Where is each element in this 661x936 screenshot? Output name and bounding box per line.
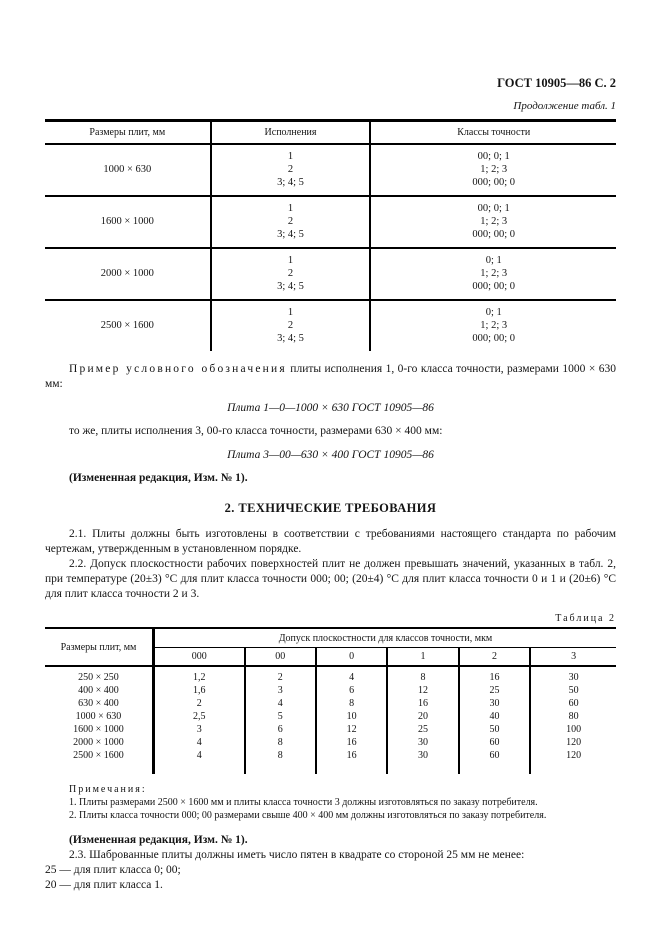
value-cell: 8 [316, 697, 387, 710]
value-cell: 6 [316, 684, 387, 697]
value-cell: 60 [530, 697, 616, 710]
value-cell: 3 [245, 684, 316, 697]
value-cell: 16 [387, 697, 458, 710]
paragraph-2-3-item-1: 25 — для плит класса 0; 00; [45, 864, 181, 876]
value-cell: 4 [153, 749, 244, 774]
value-cell: 30 [387, 736, 458, 749]
value-cell: 10 [316, 710, 387, 723]
executions-cell: 1 2 3; 4; 5 [211, 300, 371, 351]
table2-class-0: 0 [316, 648, 387, 667]
value-cell: 8 [245, 736, 316, 749]
paragraph-2-3: 2.3. Шаброванные плиты должны иметь число пятен в квадрате со стороной 25 мм не менее: [69, 849, 525, 861]
table1-col-sizes: Размеры плит, мм [45, 121, 211, 145]
size-cell: 630 × 400 [78, 698, 119, 709]
size-cell: 1000 × 630 [103, 164, 152, 175]
value-cell: 1,2 [153, 666, 244, 684]
table-row [45, 144, 616, 196]
value-cell: 2 [245, 666, 316, 684]
amended-note-2: (Измененная редакция, Изм. № 1). [69, 834, 248, 846]
value-cell: 50 [459, 723, 530, 736]
table2-col-sizes: Размеры плит, мм [45, 628, 153, 666]
table2-flatness-tolerance [45, 627, 616, 774]
table-row [45, 736, 616, 749]
note-1: 1. Плиты размерами 2500 × 1600 мм и плиты класса точности 3 должны изготовляться по заказу потребителя. [69, 797, 538, 808]
classes-cell: 00; 0; 1 1; 2; 3 000; 00; 0 [370, 144, 616, 196]
value-cell: 100 [530, 723, 616, 736]
value-cell: 20 [387, 710, 458, 723]
value-cell: 16 [316, 749, 387, 774]
value-cell: 6 [245, 723, 316, 736]
value-cell: 30 [387, 749, 458, 774]
executions-cell: 1 2 3; 4; 5 [211, 248, 371, 300]
size-cell: 400 × 400 [78, 685, 119, 696]
value-cell: 120 [530, 749, 616, 774]
value-cell: 8 [387, 666, 458, 684]
executions-cell: 1 2 3; 4; 5 [211, 144, 371, 196]
table2-col-group: Допуск плоскостности для классов точности, мкм [153, 628, 616, 648]
size-cell: 2500 × 1600 [73, 750, 124, 761]
value-cell: 30 [459, 697, 530, 710]
table2-group-header-row [45, 628, 616, 648]
example-lead: Пример условного обозначения [69, 363, 287, 375]
paragraph-2-3-item-2: 20 — для плит класса 1. [45, 879, 163, 891]
value-cell: 2 [153, 697, 244, 710]
size-cell: 1600 × 1000 [73, 724, 124, 735]
table2-caption: Таблица 2 [555, 613, 616, 624]
table1-col-classes: Классы точности [370, 121, 616, 145]
paragraph-2-1: 2.1. Плиты должны быть изготовлены в соответствии с требованиями настоящего стандарта по рабочим чертежам, утвержденным в установленном порядке. [45, 528, 616, 555]
value-cell: 4 [153, 736, 244, 749]
table1-header-row [45, 121, 616, 145]
classes-cell: 0; 1 1; 2; 3 000; 00; 0 [370, 300, 616, 351]
value-cell: 80 [530, 710, 616, 723]
table1-continuation-caption: Продолжение табл. 1 [513, 100, 616, 112]
table2-class-1: 1 [387, 648, 458, 667]
value-cell: 60 [459, 736, 530, 749]
value-cell: 30 [530, 666, 616, 684]
note-2: 2. Плиты класса точности 000; 00 размерами свыше 400 × 400 мм должны изготовляться по заказу потребителя. [69, 810, 547, 821]
table-row [45, 684, 616, 697]
value-cell: 120 [530, 736, 616, 749]
table-row [45, 300, 616, 351]
value-cell: 12 [316, 723, 387, 736]
value-cell: 25 [387, 723, 458, 736]
value-cell: 1,6 [153, 684, 244, 697]
value-cell: 25 [459, 684, 530, 697]
table-row [45, 196, 616, 248]
value-cell: 4 [245, 697, 316, 710]
value-cell: 16 [316, 736, 387, 749]
size-cell: 1000 × 630 [75, 711, 122, 722]
size-cell: 2000 × 1000 [73, 737, 124, 748]
designation-formula-1: Плита 1—0—1000 × 630 ГОСТ 10905—86 [227, 402, 434, 414]
page-header: ГОСТ 10905—86 С. 2 [497, 76, 616, 90]
value-cell: 50 [530, 684, 616, 697]
notes-block [45, 783, 616, 822]
value-cell: 40 [459, 710, 530, 723]
size-cell: 2000 × 1000 [45, 248, 211, 300]
value-cell: 4 [316, 666, 387, 684]
executions-cell: 1 2 3; 4; 5 [211, 196, 371, 248]
value-cell: 60 [459, 749, 530, 774]
table2-class-00: 00 [245, 648, 316, 667]
classes-cell: 0; 1 1; 2; 3 000; 00; 0 [370, 248, 616, 300]
value-cell: 16 [459, 666, 530, 684]
table2-class-000: 000 [153, 648, 244, 667]
table-row [45, 697, 616, 710]
classes-cell: 00; 0; 1 1; 2; 3 000; 00; 0 [370, 196, 616, 248]
designation-formula-2: Плита 3—00—630 × 400 ГОСТ 10905—86 [227, 449, 434, 461]
table-row [45, 248, 616, 300]
value-cell: 2,5 [153, 710, 244, 723]
table2-class-2: 2 [459, 648, 530, 667]
value-cell: 8 [245, 749, 316, 774]
size-cell: 250 × 250 [78, 672, 119, 683]
paragraph-2-2: 2.2. Допуск плоскостности рабочих поверхностей плит не должен превышать значений, указанных в табл. 2, при температуре (20±3) °С для плит класса точности 000; 00; (20±4) °С для плит класса точности 0 и 1 и (20±6) °С для плит класса точности 2 и 3. [45, 558, 616, 600]
table-row [45, 710, 616, 723]
table1-plate-sizes [45, 119, 616, 351]
value-cell: 3 [153, 723, 244, 736]
table-row [45, 666, 616, 684]
section-2-title: 2. ТЕХНИЧЕСКИЕ ТРЕБОВАНИЯ [224, 501, 437, 515]
value-cell: 12 [387, 684, 458, 697]
table2-class-3: 3 [530, 648, 616, 667]
value-cell: 5 [245, 710, 316, 723]
notes-lead: Примечания: [69, 784, 147, 795]
table-row [45, 749, 616, 774]
designation-example-same: то же, плиты исполнения 3, 00-го класса точности, размерами 630 × 400 мм: [69, 425, 443, 437]
table1-col-executions: Исполнения [211, 121, 371, 145]
table-row [45, 723, 616, 736]
size-cell: 1600 × 1000 [45, 196, 211, 248]
amended-note-1: (Измененная редакция, Изм. № 1). [69, 472, 248, 484]
size-cell: 2500 × 1600 [45, 300, 211, 351]
designation-example-intro: Пример условного обозначения плиты исполнения 1, 0-го класса точности, размерами 1000 × 630 мм: [45, 363, 616, 390]
